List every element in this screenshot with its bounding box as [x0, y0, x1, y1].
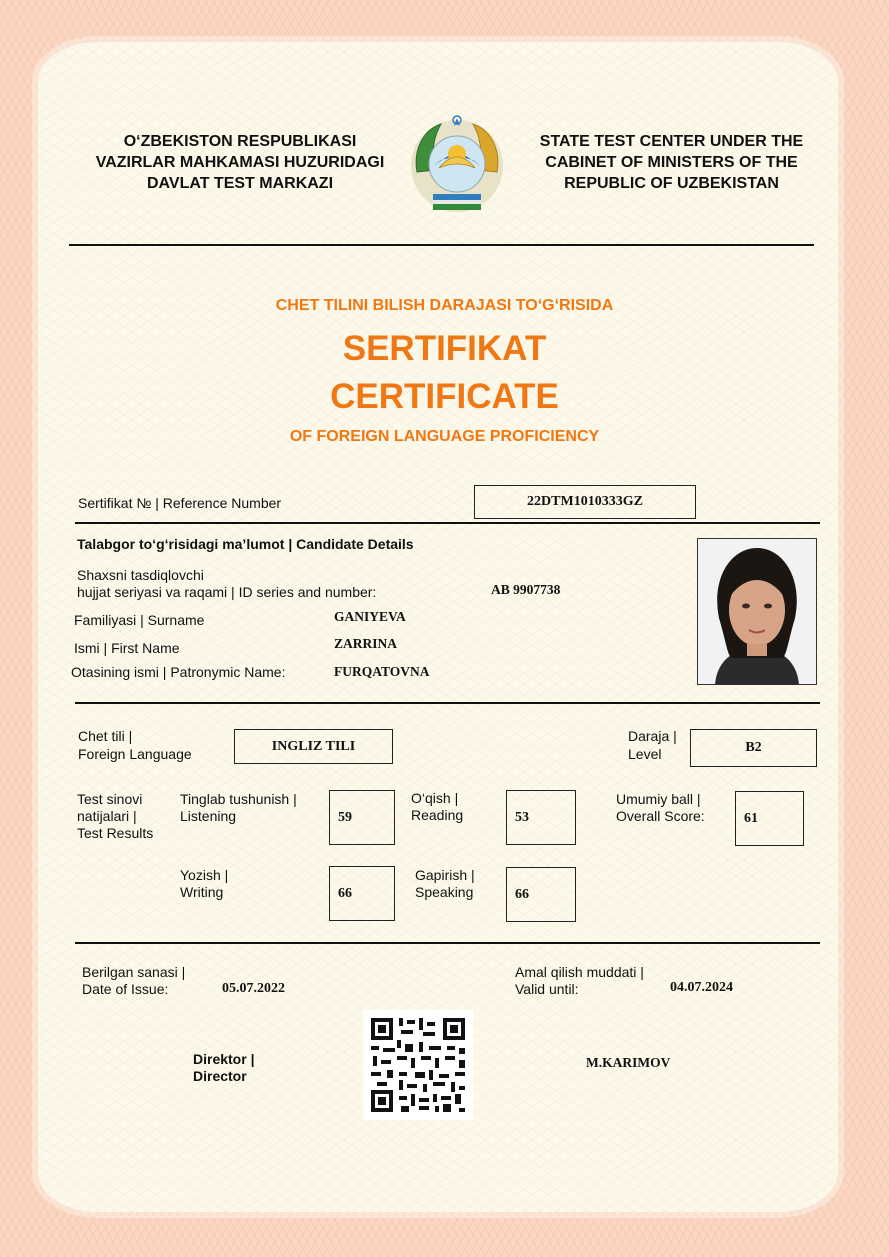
candidate-photo [697, 538, 817, 685]
surname-value: GANIYEVA [334, 609, 406, 624]
header-left-line2: VAZIRLAR MAHKAMASI HUZURIDAGI [95, 154, 385, 171]
writing-label-line2: Writing [180, 884, 224, 900]
reference-number-box: 22DTM1010333GZ [474, 485, 696, 519]
reading-label-line2: Reading [411, 807, 464, 823]
candidate-divider [75, 702, 820, 704]
language-value-box: INGLIZ TILI [234, 729, 393, 764]
patronymic-label: Otasining ismi | Patronymic Name: [71, 664, 286, 680]
reference-divider [75, 522, 820, 524]
header-left-line1: O‘ZBEKISTON RESPUBLIKASI [123, 133, 357, 150]
title-en: CERTIFICATE [330, 377, 559, 416]
issue-date-label-line1: Berilgan sanasi | [82, 964, 186, 980]
subtitle-en: OF FOREIGN LANGUAGE PROFICIENCY [289, 428, 600, 445]
director-label-line2: Director [193, 1068, 247, 1084]
id-value: AB 9907738 [491, 582, 561, 597]
language-label-line2: Foreign Language [78, 746, 192, 762]
results-divider [75, 942, 820, 944]
id-label-line1: Shaxsni tasdiqlovchi [77, 567, 204, 583]
candidate-section-title: Talabgor to‘g‘risidagi ma’lumot | Candidate Details [77, 536, 414, 552]
surname-label: Familiyasi | Surname [74, 612, 205, 628]
listening-score-box: 59 [329, 790, 395, 845]
header-left [80, 131, 400, 194]
valid-until-label-line1: Amal qilish muddati | [515, 964, 644, 980]
issue-date-value: 05.07.2022 [222, 981, 285, 996]
id-label-line2: hujjat seriyasi va raqami | ID series and number: [77, 584, 377, 600]
patronymic-value: FURQATOVNA [334, 664, 430, 679]
results-label-line1: Test sinovi [77, 791, 143, 807]
overall-score-box: 61 [735, 791, 804, 846]
listening-label-line1: Tinglab tushunish | [180, 791, 297, 807]
results-label-line2: natijalari | [77, 808, 137, 824]
level-value-box: B2 [690, 729, 817, 767]
speaking-score-box: 66 [506, 867, 576, 922]
subtitle-uz: CHET TILINI BILISH DARAJASI TO‘G‘RISIDA [275, 297, 614, 314]
results-label-line3: Test Results [77, 825, 154, 841]
level-label-line2: Level [628, 746, 662, 762]
writing-label-line1: Yozish | [180, 867, 229, 883]
overall-label-line2: Overall Score: [616, 808, 705, 824]
listening-label-line2: Listening [180, 808, 237, 824]
header-left-line3: DAVLAT TEST MARKAZI [146, 175, 334, 192]
first-name-value: ZARRINA [334, 636, 398, 651]
writing-score-box: 66 [329, 866, 395, 921]
header-right [525, 131, 818, 194]
qr-code[interactable] [363, 1010, 473, 1120]
title-uz: SERTIFIKAT [342, 329, 547, 368]
valid-until-value: 04.07.2024 [670, 980, 733, 995]
state-emblem-icon [403, 110, 511, 218]
speaking-label-line2: Speaking [415, 884, 474, 900]
reference-label: Sertifikat № | Reference Number [78, 495, 282, 511]
director-name: M.KARIMOV [586, 1055, 671, 1070]
header-right-line2: CABINET OF MINISTERS OF THE [545, 154, 798, 171]
header-divider [69, 244, 814, 246]
issue-date-label-line2: Date of Issue: [82, 981, 169, 997]
header-right-line3: REPUBLIC OF UZBEKISTAN [564, 175, 779, 192]
speaking-label-line1: Gapirish | [415, 867, 475, 883]
director-label-line1: Direktor | [193, 1051, 255, 1067]
level-label-line1: Daraja | [628, 728, 677, 744]
overall-label-line1: Umumiy ball | [616, 791, 701, 807]
language-label-line1: Chet tili | [78, 728, 133, 744]
header-right-line1: STATE TEST CENTER UNDER THE [539, 133, 804, 150]
reading-label-line1: O‘qish | [411, 790, 459, 806]
reading-score-box: 53 [506, 790, 576, 845]
valid-until-label-line2: Valid until: [515, 981, 579, 997]
first-name-label: Ismi | First Name [74, 640, 180, 656]
